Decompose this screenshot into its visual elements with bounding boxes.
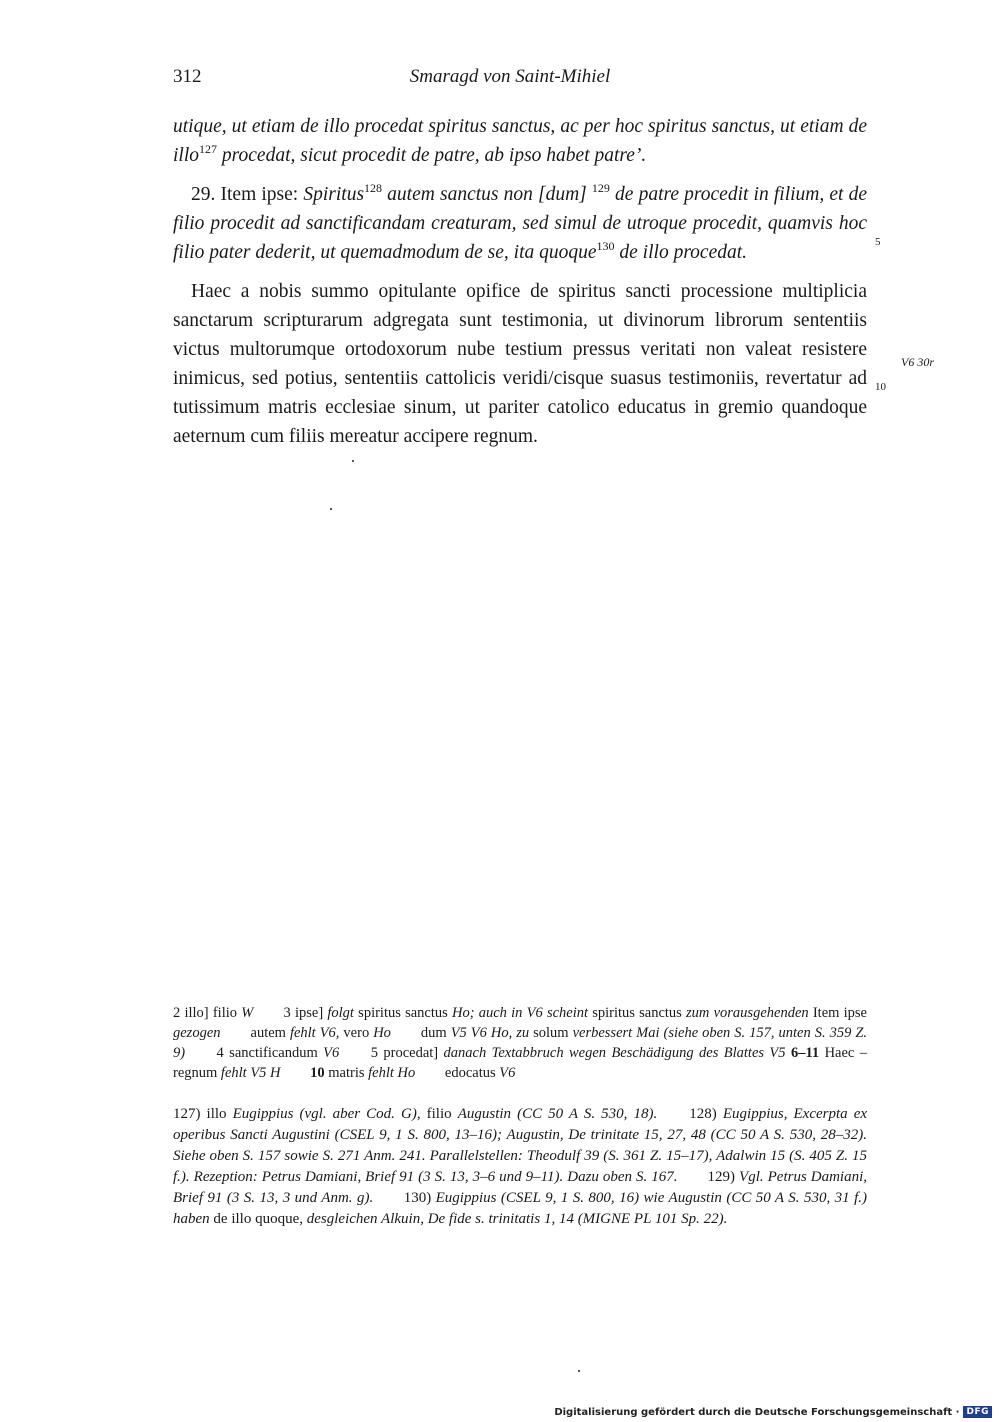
manuscript-folio-note: V6 30r [901,355,934,369]
apparatus-entry: dum [420,1025,451,1041]
apparatus-siglum: Ho [373,1025,391,1041]
text-span: utique, ut etiam de illo procedat spiritus sanctus, ac per hoc spiritus sanctus, ut etiam de illo [173,116,867,166]
apparatus-note: fehlt Ho [368,1065,416,1081]
apparatus-line-range: 6–11 [790,1045,820,1061]
apparatus-entry: Item ipse [808,1005,867,1021]
apparatus-note: gezogen [173,1025,221,1041]
dfg-logo: DFG [963,1406,992,1418]
text-span: Spiritus [303,184,365,205]
footnote-ref-130[interactable]: 130 [596,239,615,253]
footnote-ref-129[interactable]: 129 [591,181,610,195]
apparatus-entry: edocatus [444,1065,500,1081]
apparatus-note: Ho; auch in V6 scheint [451,1005,589,1021]
apparatus-entry: 5 procedat] [370,1045,444,1061]
apparatus-siglum: W [241,1005,254,1021]
paragraph-2 [173,180,867,267]
apparatus-entry: 2 illo] filio [173,1005,242,1021]
footnote-text: Vgl. Petrus Damiani, Brief 91 (3 S. 13, 3 und Anm. g). [173,1169,868,1206]
footnote-text: desgleichen Alkuin, De fide s. trinitatis 1, 14 (MIGNE PL 101 Sp. 22). [306,1211,728,1227]
text-span: 29. Item ipse: [191,184,304,205]
footnote-129: 129) [707,1169,740,1185]
footnote-text: de illo quoque, [209,1211,307,1227]
footnote-text: Eugippius, Excerpta ex operibus Sancti Augustini (CSEL 9, 1 S. 800, 13–16); Augustin, De trinitate 15, 27, 48 (CC 50 A S. 530, 28–32). Siehe oben S. 157 sowie S. 271 Anm. 241. Parallelstellen: Theodulf 39 (S. 361 Z. 15–17), Adalwin 15 (S. 405 Z. 15 f.). Rezeption: Petrus Damiani, Brief 91 (3 S. 13, 3–6 und 9–11). Dazu oben S. 167. [173,1106,868,1185]
text-span: autem sanctus non [dum] [382,184,592,205]
main-text [173,112,867,451]
apparatus-entry: 4 sanctificandum [216,1045,324,1061]
footnote-text: Augustin (CC 50 A S. 530, 18). [457,1106,658,1122]
apparatus-note: zum vorausgehenden [686,1005,809,1021]
critical-apparatus [173,1003,867,1083]
apparatus-line-range: 10 [310,1065,325,1081]
footnote-128: 128) [689,1106,723,1122]
apparatus-note: V5 V6 Ho, zu [450,1025,530,1041]
apparatus-entry: matris [324,1065,369,1081]
credit-text: Digitalisierung gefördert durch die Deutsche Forschungsgemeinschaft · [554,1406,960,1418]
apparatus-siglum: V6 [323,1045,340,1061]
digitization-credit [554,1406,992,1418]
footnotes [173,1104,867,1230]
footnote-text: Eugippius (vgl. aber Cod. G), [232,1106,421,1122]
footnote-127: 127) illo [173,1106,233,1122]
apparatus-siglum: V6 [499,1065,516,1081]
scan-speck [330,508,332,510]
footnote-ref-127[interactable]: 127 [199,142,218,156]
scan-speck [578,1370,580,1372]
text-span: de patre procedit in filium, et de filio procedit ad sanctificandam creaturam, sed simul de utroque procedit, quamvis hoc filio pater dederit, ut quemadmodum de se, ita quoque [173,184,867,263]
page-number: 312 [173,66,202,87]
apparatus-note: fehlt V6, [289,1025,340,1041]
footnote-text: Eugippius (CSEL 9, 1 S. 800, 16) wie Augustin (CC 50 A S. 530, 31 f.) haben [173,1190,868,1227]
text-span: de illo procedat. [614,242,748,263]
apparatus-entry: Haec – regnum [173,1045,868,1081]
apparatus-entry: solum [529,1025,573,1041]
line-number-5: 5 [875,236,881,248]
paragraph-1 [173,112,867,170]
running-title: Smaragd von Saint-Mihiel [409,66,611,87]
apparatus-entry: vero [339,1025,374,1041]
footnote-130: 130) [403,1190,436,1206]
apparatus-entry: 3 ipse] [283,1005,328,1021]
apparatus-entry: autem [250,1025,290,1041]
text-span: procedat, sicut procedit de patre, ab ipso habet patre’. [217,145,647,166]
apparatus-entry: spiritus sanctus [588,1005,687,1021]
footnote-ref-128[interactable]: 128 [364,181,383,195]
footnote-text: filio [420,1106,458,1122]
apparatus-note: verbessert Mai (siehe oben S. 157, unten S. 359 Z. 9) [173,1025,868,1061]
apparatus-note: fehlt V5 H [220,1065,281,1081]
apparatus-note: danach Textabbruch wegen Beschädigung des Blattes V5 [443,1045,786,1061]
paragraph-3: Haec a nobis summo opitulante opifice de spiritus sancti processione multiplicia sanctarum scripturarum adgregata sunt testimonia, ut divinorum librorum sententiis victus multorumque ortodoxorum nube testium pressus veritati non valeat resistere inimicus, sed potius, sententiis cattolicis veridi/cisque suasus testimoniis, revertatur ad tutissimum matris ecclesiae sinum, ut pariter catolico educatus in gremio quandoque aeternum cum filiis mereatur accipere regnum. [173,281,867,447]
apparatus-entry: spiritus sanctus [353,1005,452,1021]
scan-speck [352,460,354,462]
apparatus-note: folgt [327,1005,354,1021]
line-number-10: 10 [875,381,886,393]
